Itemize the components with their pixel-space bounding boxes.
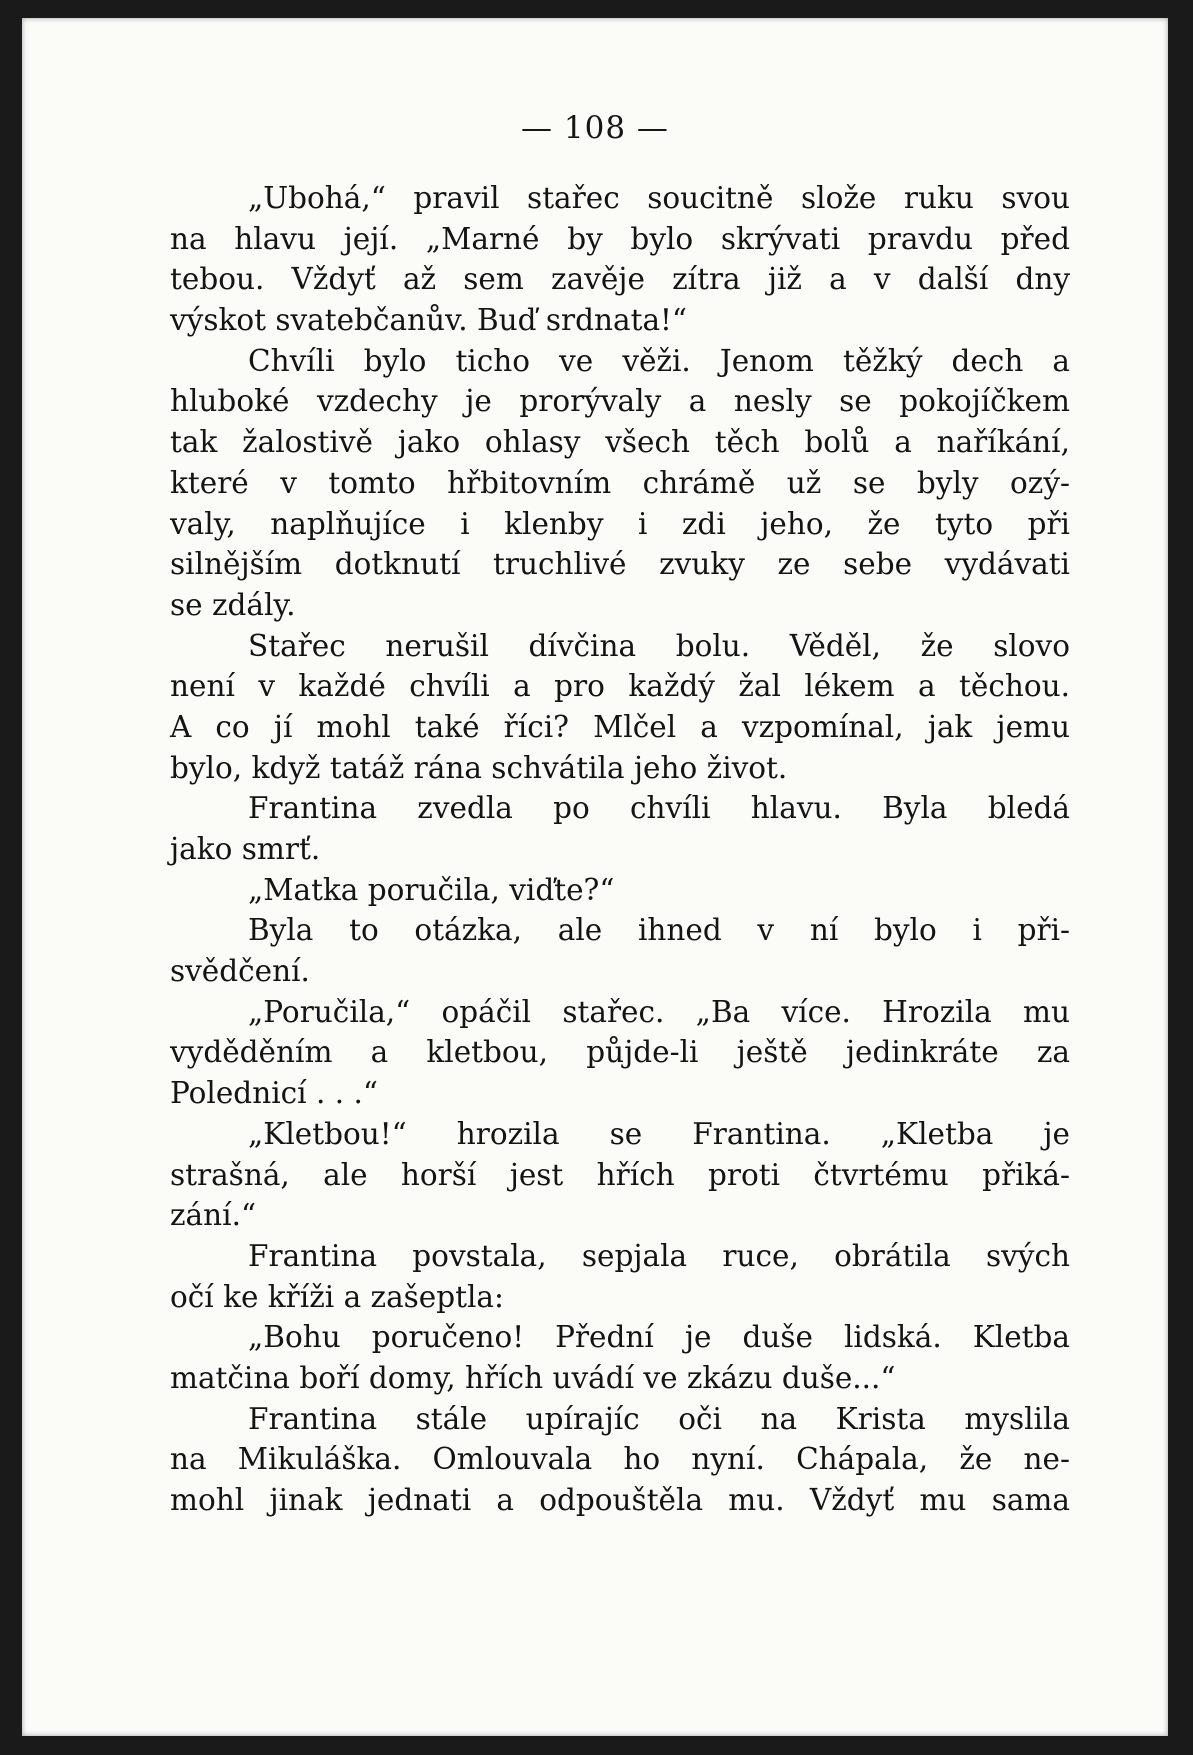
text-line: které v tomto hřbitovním chrámě už se byly ozý- <box>170 465 1070 500</box>
text-line: mohl jinak jednati a odpouštěla mu. Vždyť mu sama <box>170 1483 1070 1517</box>
page-number: — 108 — <box>521 110 669 146</box>
text-line: valy, naplňujíce i klenby i zdi jeho, že tyto při <box>170 506 1070 541</box>
text-line: Byla to otázka, ale ihned v ní bylo i při- <box>248 913 1070 948</box>
text-line: „Matka poručila, viďte?“ <box>248 872 615 907</box>
text-line: Polednicí . . .“ <box>170 1076 378 1111</box>
text-line: hluboké vzdechy je prorývaly a nesly se pokojíčkem <box>170 384 1070 419</box>
text-line: strašná, ale horší jest hřích proti čtvrtému přiká- <box>170 1157 1070 1192</box>
body-text <box>170 178 1070 1521</box>
text-line: výskot svatebčanův. Buď srdnata!“ <box>170 303 687 338</box>
text-line: jako smrť. <box>170 832 321 866</box>
text-line: na Mikuláška. Omlouvala ho nyní. Chápala, že ne- <box>170 1442 1070 1477</box>
text-line: Frantina zvedla po chvíli hlavu. Byla bledá <box>248 791 1070 826</box>
text-line: zání.“ <box>170 1198 257 1233</box>
text-line: Stařec nerušil dívčina bolu. Věděl, že slovo <box>248 628 1070 663</box>
text-line: svědčení. <box>170 954 310 989</box>
text-line: na hlavu její. „Marné by bylo skrývati pravdu před <box>170 221 1070 256</box>
text-line: silnějším dotknutí truchlivé zvuky ze sebe vydávati <box>170 547 1070 582</box>
text-line: A co jí mohl také říci? Mlčel a vzpomínal, jak jemu <box>170 709 1070 744</box>
text-line: „Kletbou!“ hrozila se Frantina. „Kletba je <box>248 1116 1070 1151</box>
text-line: Frantina stále upírajíc oči na Krista myslila <box>248 1401 1070 1436</box>
text-line: tebou. Vždyť až sem zavěje zítra již a v další dny <box>170 262 1070 297</box>
text-line: matčina boří domy, hřích uvádí ve zkázu duše...“ <box>170 1360 896 1395</box>
text-line: očí ke kříži a zašeptla: <box>170 1279 504 1314</box>
text-line: Chvíli bylo ticho ve věži. Jenom těžký dech a <box>248 343 1070 378</box>
text-line: „Poručila,“ opáčil stařec. „Ba více. Hrozila mu <box>248 994 1070 1029</box>
text-line: „Ubohá,“ pravil stařec soucitně slože ruku svou <box>248 181 1070 215</box>
text-line: není v každé chvíli a pro každý žal lékem a těchou. <box>170 669 1070 704</box>
text-line: vyděděním a kletbou, půjde-li ještě jedinkráte za <box>170 1035 1070 1070</box>
book-page <box>22 18 1168 1736</box>
text-line: bylo, když tatáž rána schvátila jeho život. <box>170 750 788 785</box>
text-line: „Bohu poručeno! Přední je duše lidská. Kletba <box>248 1320 1070 1355</box>
text-line: tak žalostivě jako ohlasy všech těch bolů a naříkání, <box>170 425 1070 460</box>
text-line: se zdály. <box>170 587 296 622</box>
text-line: Frantina povstala, sepjala ruce, obrátila svých <box>248 1238 1070 1273</box>
